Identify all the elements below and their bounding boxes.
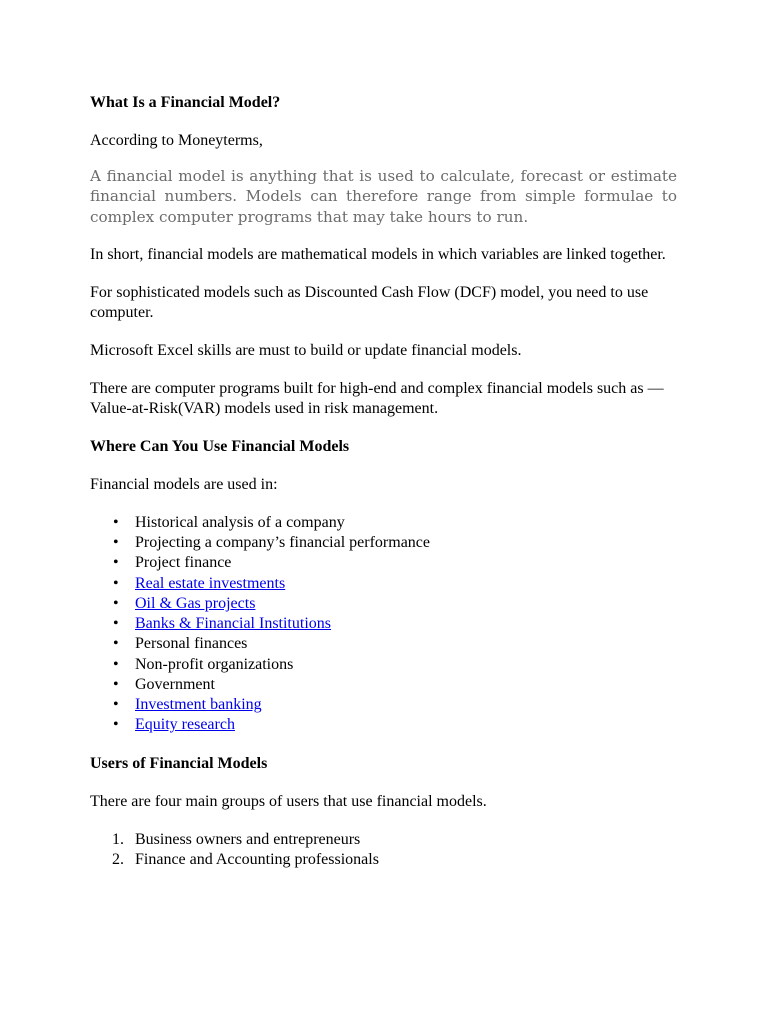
link-investment-banking[interactable]: Investment banking [135, 696, 262, 714]
list-item [90, 553, 677, 573]
paragraph-var: There are computer programs built for high-end and complex financial models such as —Value-at-Risk(VAR) models used in risk management. [90, 379, 664, 417]
list-item [90, 513, 677, 533]
link-banks[interactable]: Banks & Financial Institutions [135, 615, 331, 633]
paragraph-short: In short, financial models are mathematical models in which variables are linked together. [90, 245, 666, 263]
list-item [90, 830, 677, 850]
bullet-icon: • [113, 554, 119, 572]
list-item-text: Historical analysis of a company [135, 513, 345, 531]
bullet-icon: • [113, 574, 119, 592]
bullet-icon: • [113, 513, 119, 531]
bullet-icon: • [113, 635, 119, 653]
bullet-icon: • [113, 655, 119, 673]
heading-what-is-financial-model: What Is a Financial Model? [90, 94, 281, 111]
paragraph-excel: Microsoft Excel skills are must to build or update financial models. [90, 341, 522, 359]
bullet-icon: • [113, 594, 119, 612]
list-item [90, 614, 677, 634]
list-number: 2. [112, 850, 124, 868]
users-list [90, 830, 677, 871]
list-item-text: Finance and Accounting professionals [135, 850, 379, 868]
list-item [90, 574, 677, 594]
bullet-icon: • [113, 696, 119, 714]
bullet-icon: • [113, 716, 119, 734]
list-item [90, 634, 677, 654]
paragraph-dcf: For sophisticated models such as Discounted Cash Flow (DCF) model, you need to use computer. [90, 283, 649, 321]
list-item [90, 695, 677, 715]
users-intro: There are four main groups of users that use financial models. [90, 792, 487, 810]
list-item-text: Government [135, 675, 215, 693]
bullet-icon: • [113, 675, 119, 693]
list-item [90, 850, 677, 870]
bullet-icon: • [113, 615, 119, 633]
intro-text: According to Moneyterms, [90, 132, 263, 149]
uses-list [90, 513, 677, 736]
document-page [90, 93, 677, 870]
uses-intro: Financial models are used in: [90, 475, 278, 493]
list-item-text: Business owners and entrepreneurs [135, 830, 361, 848]
list-item [90, 533, 677, 553]
list-item [90, 655, 677, 675]
link-equity-research[interactable]: Equity research [135, 716, 235, 734]
list-item-text: Personal finances [135, 635, 248, 653]
list-item-text: Non-profit organizations [135, 655, 294, 673]
list-item [90, 594, 677, 614]
heading-where-use: Where Can You Use Financial Models [90, 437, 350, 455]
list-item [90, 715, 677, 735]
list-item-text: Projecting a company’s financial performance [135, 534, 430, 552]
bullet-icon: • [113, 534, 119, 552]
link-real-estate[interactable]: Real estate investments [135, 574, 286, 592]
list-item [90, 675, 677, 695]
moneyterms-quote: A financial model is anything that is used to calculate, forecast or estimate financial numbers. Models can therefore range from simple formulae to complex computer programs that may take hours to run. [90, 167, 677, 226]
heading-users: Users of Financial Models [90, 754, 268, 772]
link-oil-gas[interactable]: Oil & Gas projects [135, 594, 256, 612]
list-item-text: Project finance [135, 554, 232, 572]
list-number: 1. [112, 830, 124, 848]
